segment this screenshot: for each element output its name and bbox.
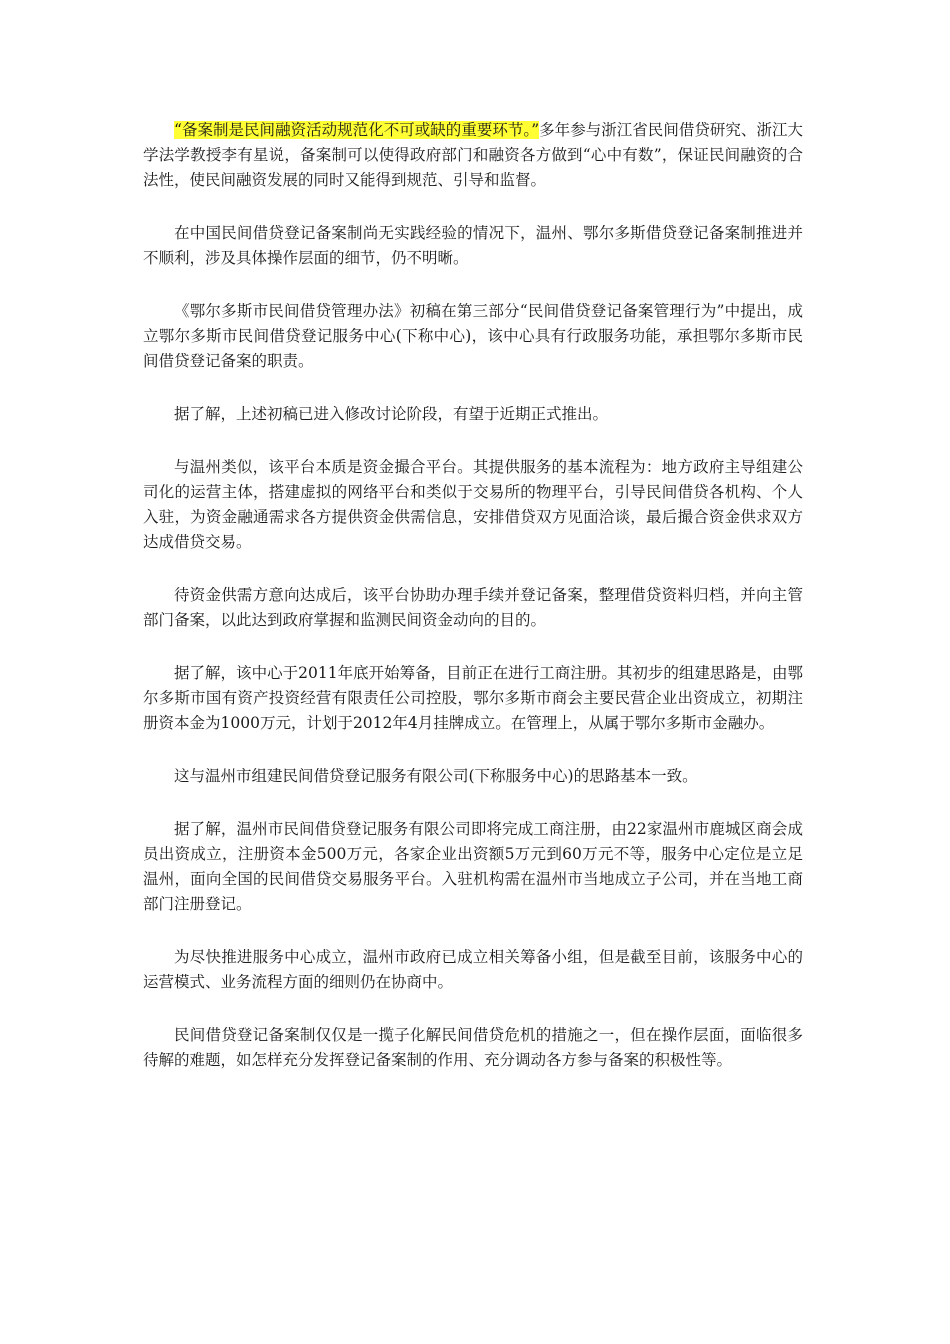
- paragraph-8: 这与温州市组建民间借贷登记服务有限公司(下称服务中心)的思路基本一致。: [174, 767, 698, 785]
- paragraph-6: 待资金供需方意向达成后，该平台协助办理手续并登记备案，整理借贷资料归档，并向主管部门备案，以此达到政府掌握和监测民间资金动向的目的。: [143, 586, 803, 629]
- paragraph-3: 《鄂尔多斯市民间借贷管理办法》初稿在第三部分“民间借贷登记备案管理行为”中提出，成立鄂尔多斯市民间借贷登记服务中心(下称中心)，该中心具有行政服务功能，承担鄂尔多斯市民间借贷登记备案的职责。: [143, 302, 803, 370]
- paragraph-1-text: 多年参与浙江省民间借贷研究、浙江大学法学教授李有星说，备案制可以使得政府部门和融资各方做到“心中有数”，保证民间融资的合法性，使民间融资发展的同时又能得到规范、引导和监督。: [143, 121, 803, 189]
- paragraph-10: 为尽快推进服务中心成立，温州市政府已成立相关筹备小组，但是截至目前，该服务中心的运营模式、业务流程方面的细则仍在协商中。: [143, 948, 803, 991]
- paragraph-2: 在中国民间借贷登记备案制尚无实践经验的情况下，温州、鄂尔多斯借贷登记备案制推进并不顺利，涉及具体操作层面的细节，仍不明晰。: [143, 224, 803, 267]
- paragraph-7: 据了解，该中心于2011年底开始筹备，目前正在进行工商注册。其初步的组建思路是，由鄂尔多斯市国有资产投资经营有限责任公司控股，鄂尔多斯市商会主要民营企业出资成立，初期注册资本金为1000万元，计划于2012年4月挂牌成立。在管理上，从属于鄂尔多斯市金融办。: [143, 664, 803, 732]
- paragraph-11: 民间借贷登记备案制仅仅是一揽子化解民间借贷危机的措施之一，但在操作层面，面临很多待解的难题，如怎样充分发挥登记备案制的作用、充分调动各方参与备案的积极性等。: [143, 1026, 803, 1069]
- document-body: [143, 118, 803, 1101]
- paragraph-9: 据了解，温州市民间借贷登记服务有限公司即将完成工商注册，由22家温州市鹿城区商会成员出资成立，注册资本金500万元，各家企业出资额5万元到60万元不等，服务中心定位是立足温州，面向全国的民间借贷交易服务平台。入驻机构需在温州市当地成立子公司，并在当地工商部门注册登记。: [143, 820, 803, 913]
- paragraph-1: [143, 118, 803, 193]
- paragraph-5: 与温州类似，该平台本质是资金撮合平台。其提供服务的基本流程为：地方政府主导组建公司化的运营主体，搭建虚拟的网络平台和类似于交易所的物理平台，引导民间借贷各机构、个人入驻，为资金融通需求各方提供资金供需信息，安排借贷双方见面洽谈，最后撮合资金供求双方达成借贷交易。: [143, 458, 803, 551]
- highlighted-quote: “备案制是民间融资活动规范化不可或缺的重要环节。”: [174, 121, 540, 139]
- paragraph-4: 据了解，上述初稿已进入修改讨论阶段，有望于近期正式推出。: [174, 405, 609, 423]
